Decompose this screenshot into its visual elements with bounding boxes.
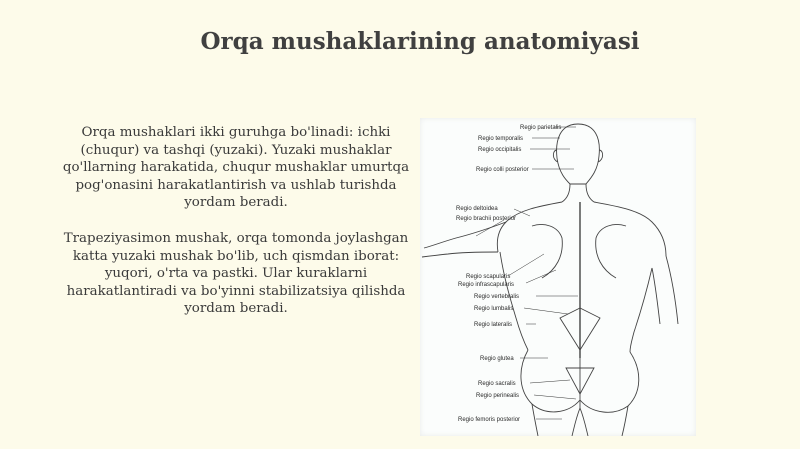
label-regio-femoris-posterior: Regio femoris posterior	[458, 417, 521, 423]
paragraph-1: Orqa mushaklari ikki guruhga bo'linadi: ichki (chuqur) va tashqi (yuzaki). Yuzaki mushaklar qo'llarning harakatida, chuqur mushaklar umurtqa pog'onasini harakatlantirish va ushlab turishda yordam beradi.	[62, 125, 410, 211]
label-regio-infrascapularis: Regio infrascapularis	[458, 282, 515, 288]
label-regio-sacralis: Regio sacralis	[478, 381, 516, 387]
back-anatomy-figure	[420, 118, 696, 436]
label-regio-vertebralis: Regio vertebralis	[474, 294, 520, 300]
paragraph-2: Trapeziyasimon mushak, orqa tomonda joylashgan katta yuzaki mushak bo'lib, uch qismdan iborat: yuqori, o'rta va pastki. Ular kuraklarni harakatlantiradi va bo'yinni stabilizatsiya qilishda yordam beradi.	[63, 230, 409, 317]
label-regio-perinealis: Regio perinealis	[476, 393, 520, 399]
body-outline	[422, 124, 678, 436]
label-regio-lateralis: Regio lateralis	[474, 322, 513, 328]
anatomy-illustration	[420, 118, 696, 436]
region-labels	[456, 125, 561, 423]
label-regio-temporalis: Regio temporalis	[478, 136, 524, 142]
label-regio-deltoidea: Regio deltoidea	[456, 206, 498, 212]
body-text	[60, 124, 412, 336]
label-regio-colli-posterior: Regio colli posterior	[476, 167, 529, 173]
label-regio-scapularis: Regio scapularis	[466, 274, 511, 280]
label-regio-parietalis: Regio parietalis	[520, 125, 562, 131]
label-regio-brachii-posterior: Regio brachii posterior	[456, 216, 517, 222]
label-regio-glutea: Regio glutea	[480, 356, 514, 362]
label-regio-occipitalis: Regio occipitalis	[478, 147, 522, 153]
label-regio-lumbalis: Regio lumbalis	[474, 306, 514, 312]
slide-title: Orqa mushaklarining anatomiyasi	[200, 28, 640, 55]
